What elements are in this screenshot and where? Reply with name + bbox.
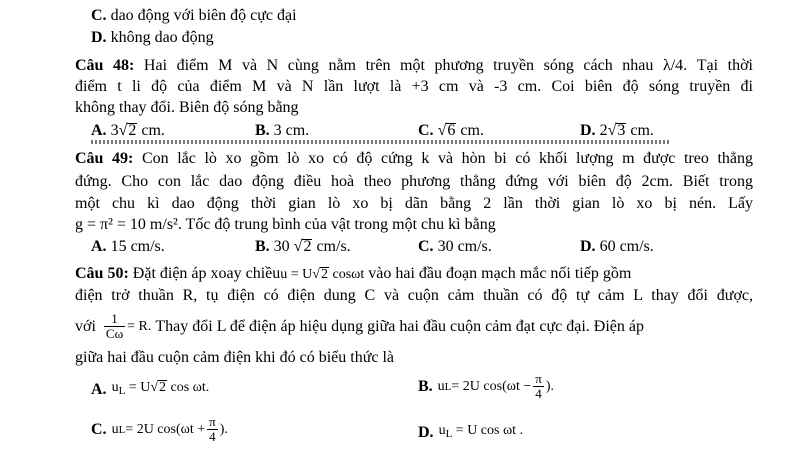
q49-line-2: đứng. Cho con lắc dao động điều hoà theo phương thẳng đứng với biên độ 2cm. Biết trong <box>75 173 753 190</box>
question-text: Con lắc lò xo gồm lò xo có độ cứng k và hòn bi có khối lượng m được treo thẳng <box>133 150 753 167</box>
voltage-expression <box>280 267 364 282</box>
fraction-denominator: 4 <box>209 429 216 444</box>
option-value: 60 cm/s. <box>599 238 654 255</box>
q50-option-d <box>418 421 523 444</box>
option-value: 15 cm/s. <box>110 238 165 255</box>
fraction-numerator: π <box>535 371 542 386</box>
option-label: C. <box>91 7 107 24</box>
option-value <box>111 122 165 139</box>
sqrt-symbol: √2 <box>118 122 137 139</box>
q48-option-d <box>580 121 654 141</box>
expr: = U <box>125 380 151 395</box>
q50-line-1 <box>75 264 753 285</box>
option-label: B. <box>418 377 433 395</box>
subscript: L <box>118 385 126 397</box>
unit: cm. <box>626 122 654 139</box>
option-label: D. <box>418 423 434 441</box>
symbol-u: u <box>111 421 119 437</box>
option-label: C. <box>91 420 107 438</box>
prev-option-d <box>91 28 214 48</box>
question-text: Thay đổi L để điện áp hiệu dụng giữa hai đầu cuộn cảm đạt cực đại. Điện áp <box>155 317 644 335</box>
q50-line-4: giữa hai đầu cuộn cảm điện khi đó có biểu thức là <box>75 349 395 366</box>
expr-cos: cosωt <box>328 267 365 282</box>
subscript: L <box>445 428 453 440</box>
expr: cos ωt. <box>167 380 210 395</box>
q50-line-3 <box>75 312 755 341</box>
option-label: A. <box>91 122 107 139</box>
q50-option-c <box>91 415 228 444</box>
q48-line-1 <box>75 56 753 76</box>
unit: cm/s. <box>312 238 351 255</box>
symbol-u: u <box>111 380 119 395</box>
expr: = 2U cos(ωt + <box>125 421 206 437</box>
expr: = U cos ωt . <box>452 423 524 438</box>
expr: ). <box>219 421 228 437</box>
q49-line-3: một chu kì dao động thời gian lò xo bị dãn bằng 2 lần thời gian lò xo bị nén. Lấy <box>75 195 753 212</box>
option-label: C. <box>418 122 434 139</box>
option-label: D. <box>580 122 596 139</box>
coefficient: 3 <box>110 122 119 139</box>
option-label: B. <box>255 122 270 139</box>
fraction-equals: = R. <box>127 318 152 334</box>
option-text: không dao động <box>110 29 214 46</box>
option-label: A. <box>91 238 107 255</box>
sqrt-symbol: √6 <box>437 122 456 139</box>
option-label: B. <box>255 238 270 255</box>
option-value <box>274 238 351 255</box>
unit: cm. <box>137 122 165 139</box>
q50-option-a <box>91 378 209 401</box>
fraction-pi-over-4 <box>533 372 544 401</box>
option-value: 3 cm. <box>273 122 310 139</box>
question-text: với <box>75 317 96 335</box>
expr: ). <box>545 378 554 394</box>
option-label: D. <box>580 238 596 255</box>
option-value <box>438 122 484 139</box>
fraction-denominator: 4 <box>535 386 542 401</box>
option-label: C. <box>418 238 434 255</box>
option-value <box>112 415 228 444</box>
sqrt-symbol: √2 <box>312 267 328 282</box>
q48-line-3: không thay đổi. Biên độ sóng bằng <box>75 99 299 116</box>
option-value <box>438 372 554 401</box>
coefficient: 2 <box>599 122 608 139</box>
q50-line-2: điện trở thuần R, tụ điện có điện dung C và cuộn cảm thuần có độ tự cảm L thay đổi được, <box>75 287 753 304</box>
question-text: vào hai đầu đoạn mạch mắc nối tiếp gồm <box>364 265 632 282</box>
question-number: Câu 48: <box>75 57 135 74</box>
symbol-u: u <box>437 378 445 394</box>
question-number: Câu 49: <box>75 150 134 167</box>
q50-option-b <box>418 372 554 401</box>
option-label: A. <box>91 380 107 398</box>
q49-line-1 <box>75 149 753 169</box>
q48-option-c <box>418 121 484 141</box>
q49-option-b <box>255 237 351 257</box>
sqrt-symbol: √2 <box>293 238 312 255</box>
q48-option-a <box>91 121 165 141</box>
fraction-1-over-c-omega <box>104 312 125 341</box>
fraction-denominator: Cω <box>105 326 124 341</box>
q49-option-c <box>418 237 492 257</box>
option-value <box>112 378 210 401</box>
radicand: 2 <box>320 267 328 282</box>
q49-option-a <box>91 237 165 257</box>
subscript: L <box>444 380 452 393</box>
sqrt-symbol: √3 <box>607 122 626 139</box>
option-value <box>600 122 654 139</box>
option-label: D. <box>91 29 107 46</box>
radicand: 2 <box>159 380 166 395</box>
fraction-numerator: 1 <box>104 312 125 327</box>
fraction-numerator: π <box>209 414 216 429</box>
coefficient: 30 <box>273 238 294 255</box>
option-value <box>439 421 524 444</box>
expr-u: u = U <box>280 267 313 282</box>
question-text: Đặt điện áp xoay chiều <box>128 265 281 282</box>
q48-line-2: điểm t li độ của điểm M và N lần lượt là +3 cm và -3 cm. Coi biên độ sóng truyền đi <box>75 78 753 95</box>
q49-line-4: g = π² = 10 m/s². Tốc độ trung bình của vật trong một chu kì bằng <box>75 216 496 233</box>
radicand: 3 <box>617 122 626 139</box>
unit: cm. <box>456 122 484 139</box>
radicand: 2 <box>303 238 312 255</box>
sqrt-symbol: √2 <box>150 380 166 395</box>
q49-option-d <box>580 237 654 257</box>
subscript: L <box>118 423 126 436</box>
option-value: 30 cm/s. <box>437 238 492 255</box>
option-text: dao động với biên độ cực đại <box>110 7 297 24</box>
question-text: Hai điểm M và N cùng nằm trên một phương truyền sóng cách nhau λ/4. Tại thời <box>134 57 754 74</box>
prev-option-c <box>91 6 297 26</box>
spellcheck-underline <box>91 140 671 144</box>
radicand: 6 <box>447 122 456 139</box>
fraction-pi-over-4 <box>207 415 218 444</box>
radicand: 2 <box>128 122 137 139</box>
symbol-u: u <box>438 423 446 438</box>
expr: = 2U cos(ωt − <box>451 378 532 394</box>
q48-option-b <box>255 121 309 141</box>
question-number: Câu 50: <box>75 265 129 282</box>
